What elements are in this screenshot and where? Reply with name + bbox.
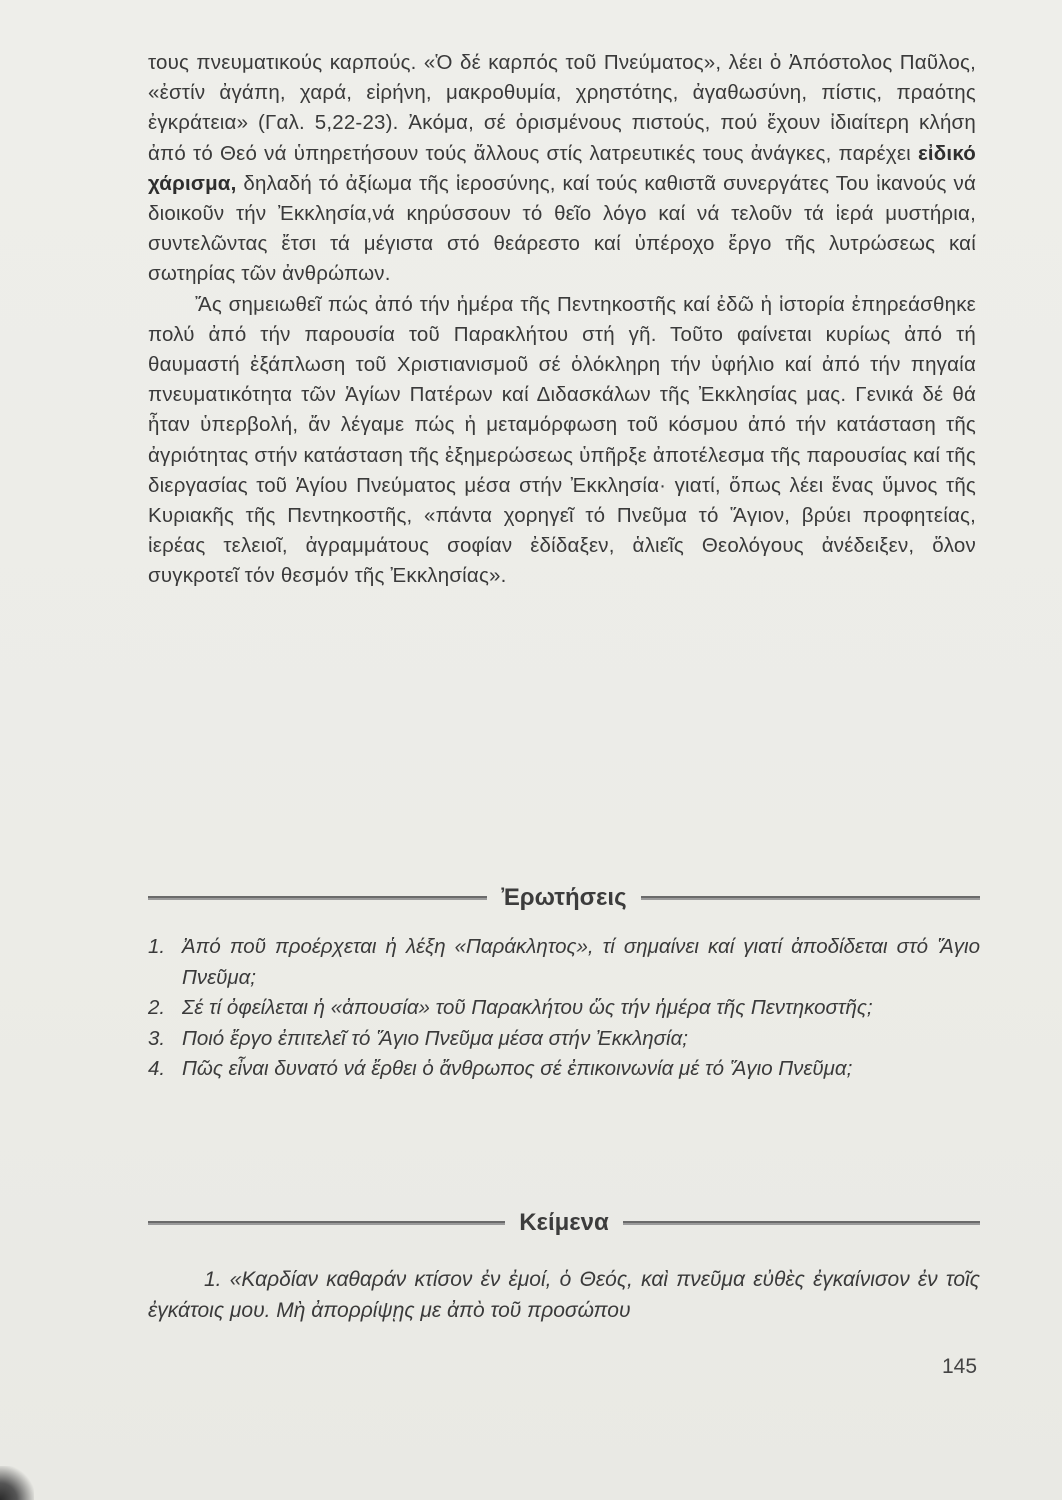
corner-shadow — [0, 1466, 34, 1500]
question-item — [148, 932, 980, 993]
question-item — [148, 1054, 980, 1085]
heading-rule-left — [148, 896, 487, 900]
bold-term: εἰδικό χάρισμα, — [148, 141, 976, 195]
texts-heading — [148, 1203, 980, 1243]
texts-heading-title: Κείμενα — [519, 1209, 609, 1236]
question-text: Ποιό ἔργο ἐπιτελεῖ τό Ἅγιο Πνεῦμα μέσα στήν Ἐκκλησία; — [182, 1026, 688, 1050]
questions-heading-title: Ἐρωτήσεις — [501, 884, 627, 911]
question-item — [148, 993, 980, 1024]
question-item — [148, 1024, 980, 1055]
page-number: 145 — [942, 1355, 978, 1378]
question-number: 4. — [148, 1057, 166, 1080]
text-excerpt-1: 1. «Καρδίαν καθαράν κτίσον ἐν ἐμοί, ὁ Θεός, καὶ πνεῦμα εὐθὲς ἐγκαίνισον ἐν τοῖς ἐγκάτοις μου. Μὴ ἀπορρίψῃς με ἀπὸ τοῦ προσώπου — [148, 1268, 980, 1322]
questions-heading — [148, 878, 980, 918]
question-number: 3. — [148, 1026, 166, 1050]
body-text — [148, 48, 976, 592]
paragraph-1-text-start: τους πνευματικούς καρπούς. «Ὁ δέ καρπός τοῦ Πνεύματος», λέει ὁ Ἀπόστολος Παῦλος, «ἐστίν ἀγάπη, χαρά, εἰρήνη, μακροθυμία, χρηστότης, ἀγαθωσύνη, πίστις, πραότης ἐγκράτεια» (Γαλ. 5,22-23). Ἀκόμα, σέ ὁρισμένους πιστούς, πού ἔχουν ἰδιαίτερη κλήση ἀπό τό Θεό νά ὑπηρετήσουν τούς ἄλλους στίς λατρευτικές τους ἀνάγκες, παρέχει — [148, 51, 976, 165]
paragraph-1-text-end: δηλαδή τό ἀξίωμα τῆς ἱεροσύνης, καί τούς καθιστᾶ συνεργάτες Του ἱκανούς νά διοικοῦν τήν Ἐκκλησία,νά κηρύσσουν τό θεῖο λόγο καί νά τελοῦν τά ἱερά μυστήρια, συντελῶντας ἔτσι τά μέγιστα στό θεάρεστο καί ὑπέροχο ἔργο τῆς λυτρώσεως καί σωτηρίας τῶν ἀνθρώπων. — [148, 171, 976, 286]
heading-rule-left — [148, 1221, 505, 1225]
question-text: Πῶς εἶναι δυνατό νά ἔρθει ὁ ἄνθρωπος σέ ἐπικοινωνία μέ τό Ἅγιο Πνεῦμα; — [182, 1057, 853, 1080]
heading-rule-right — [641, 896, 980, 900]
body-paragraph-2: Ἄς σημειωθεῖ πώς ἀπό τήν ἡμέρα τῆς Πεντηκοστῆς καί ἐδῶ ἡ ἱστορία ἐπηρεάσθηκε πολύ ἀπό τήν παρουσία τοῦ Παρακλήτου στή γῆ. Τοῦτο φαίνεται κυρίως ἀπό τή θαυμαστή ἐξάπλωση τοῦ Χριστιανισμοῦ σέ ὁλόκληρη τήν ὑφήλιο καί ἀπό τήν πηγαία πνευματικότητα τῶν Ἁγίων Πατέρων καί Διδασκάλων τῆς Ἐκκλησίας μας. Γενικά δέ θά ἦταν ὑπερβολή, ἄν λέγαμε πώς ἡ μεταμόρφωση τοῦ κόσμου ἀπό τήν κατάσταση τῆς ἀγριότητας στήν κατάσταση τῆς ἐξημερώσεως ὑπῆρξε ἀποτέλεσμα τῆς παρουσίας καί τῆς διεργασίας τοῦ Ἁγίου Πνεύματος μέσα στήν Ἐκκλησία· γιατί, ὅπως λέει ἕνας ὕμνος τῆς Κυριακῆς τῆς Πεντηκοστῆς, «πάντα χορηγεῖ τό Πνεῦμα τό Ἅγιον, βρύει προφητείας, ἱερέας τελειοῖ, ἀγραμμάτους σοφίαν ἐδίδαξεν, ἁλιεῖς Θεολόγους ἀνέδειξεν, ὅλον συγκροτεῖ τόν θεσμόν τῆς Ἐκκλησίας». — [148, 292, 976, 588]
question-number: 2. — [148, 996, 166, 1019]
question-number: 1. — [148, 935, 166, 958]
heading-rule-right — [623, 1221, 980, 1225]
questions-list — [148, 932, 980, 1085]
body-paragraph-1 — [148, 48, 976, 290]
question-text: Ἀπό ποῦ προέρχεται ἡ λέξη «Παράκλητος», τί σημαίνει καί γιατί ἀποδίδεται στό Ἅγιο Πνεῦμα; — [182, 935, 980, 989]
question-text: Σέ τί ὀφείλεται ἡ «ἀπουσία» τοῦ Παρακλήτου ὥς τήν ἡμέρα τῆς Πεντηκοστῆς; — [182, 996, 873, 1019]
